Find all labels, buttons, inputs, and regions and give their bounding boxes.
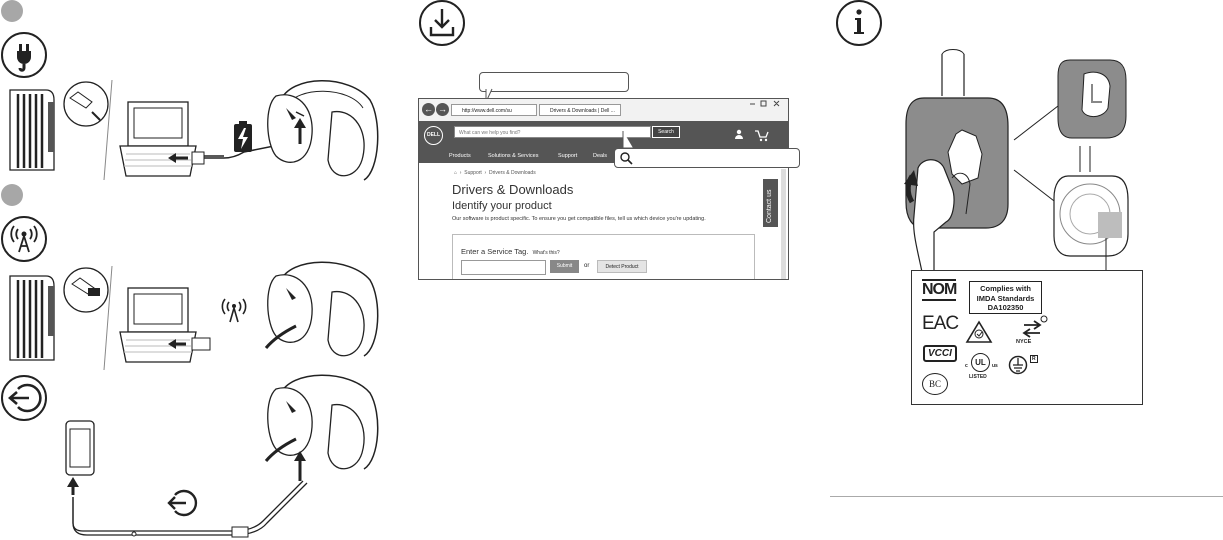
- ul-us-text: us: [992, 363, 998, 369]
- nyce-text: NYCE: [1016, 339, 1032, 345]
- address-bar[interactable]: http://www.dell.com/su: [451, 104, 537, 116]
- step-2-dongle-illustration: [0, 262, 380, 372]
- browser-tab[interactable]: Drivers & Downloads | Dell ...: [539, 104, 621, 116]
- rcm-mark-icon: [966, 321, 992, 343]
- magnifier-icon: [619, 151, 633, 165]
- account-cart-icon[interactable]: [735, 129, 775, 143]
- home-icon[interactable]: ⌂: [454, 170, 458, 176]
- step-1-dot: [1, 0, 23, 22]
- whats-this-link[interactable]: What's this?: [532, 250, 560, 256]
- nav-support[interactable]: Support: [558, 153, 578, 159]
- back-button[interactable]: ←: [424, 104, 433, 114]
- site-header: [419, 121, 788, 149]
- service-tag-panel: [452, 234, 755, 280]
- regulatory-label: [911, 270, 1143, 405]
- page-subtitle: Identify your product: [452, 200, 552, 212]
- page-title: Drivers & Downloads: [452, 182, 574, 197]
- earcup-removal-illustration: [880, 48, 1200, 268]
- submit-button[interactable]: Submit: [550, 260, 579, 273]
- download-icon: [419, 0, 465, 46]
- ul-c-text: c: [965, 363, 968, 369]
- site-search-button[interactable]: Search: [652, 126, 680, 138]
- contact-us-tab[interactable]: Contact us: [763, 179, 778, 227]
- nom-mark: NOM: [922, 279, 956, 301]
- ul-listed-text: LISTED: [969, 374, 987, 380]
- nav-products[interactable]: Products: [449, 153, 471, 159]
- charging-bolt-icon: [232, 120, 254, 154]
- imda-compliance-box: Complies with IMDA Standards DA102350: [969, 281, 1042, 314]
- service-tag-label: Enter a Service Tag. What's this?: [461, 247, 560, 256]
- url-callout: [479, 72, 629, 92]
- eac-mark: EAC: [922, 313, 959, 334]
- dell-logo[interactable]: DELL: [424, 126, 443, 145]
- bottom-rule: [830, 496, 1223, 497]
- browser-toolbar: [419, 99, 788, 122]
- browser-window: [418, 98, 789, 280]
- vcci-mark: VCCI: [923, 345, 957, 362]
- ground-mark-icon: [1008, 355, 1028, 375]
- wireless-icon: [1, 216, 47, 262]
- forward-button[interactable]: →: [438, 104, 447, 114]
- breadcrumb: ⌂ › Support › Drivers & Downloads: [454, 170, 536, 176]
- site-search-input[interactable]: What can we help you find?: [454, 126, 651, 138]
- nav-deals[interactable]: Deals: [593, 153, 608, 159]
- step-2-dot: [1, 184, 23, 206]
- crumb-support[interactable]: Support: [464, 170, 482, 176]
- bc-mark: BC: [922, 373, 948, 395]
- info-icon: [836, 0, 882, 46]
- service-tag-input[interactable]: [461, 260, 546, 275]
- search-callout: [614, 148, 800, 168]
- scrollbar[interactable]: [781, 169, 786, 279]
- crumb-drivers[interactable]: Drivers & Downloads: [489, 170, 536, 176]
- window-controls-icon[interactable]: [746, 99, 786, 109]
- step-3-wired-illustration: [0, 375, 380, 540]
- or-text: or: [584, 263, 590, 269]
- ul-mark: UL: [971, 353, 990, 372]
- registered-mark: R: [1032, 356, 1036, 362]
- step-1-charge-illustration: [0, 72, 380, 182]
- nav-solutions[interactable]: Solutions & Services: [488, 153, 539, 159]
- page-description: Our software is product specific. To ensure you get compatible files, tell us which device you're updating.: [452, 216, 706, 222]
- detect-product-button[interactable]: Detect Product: [597, 260, 647, 273]
